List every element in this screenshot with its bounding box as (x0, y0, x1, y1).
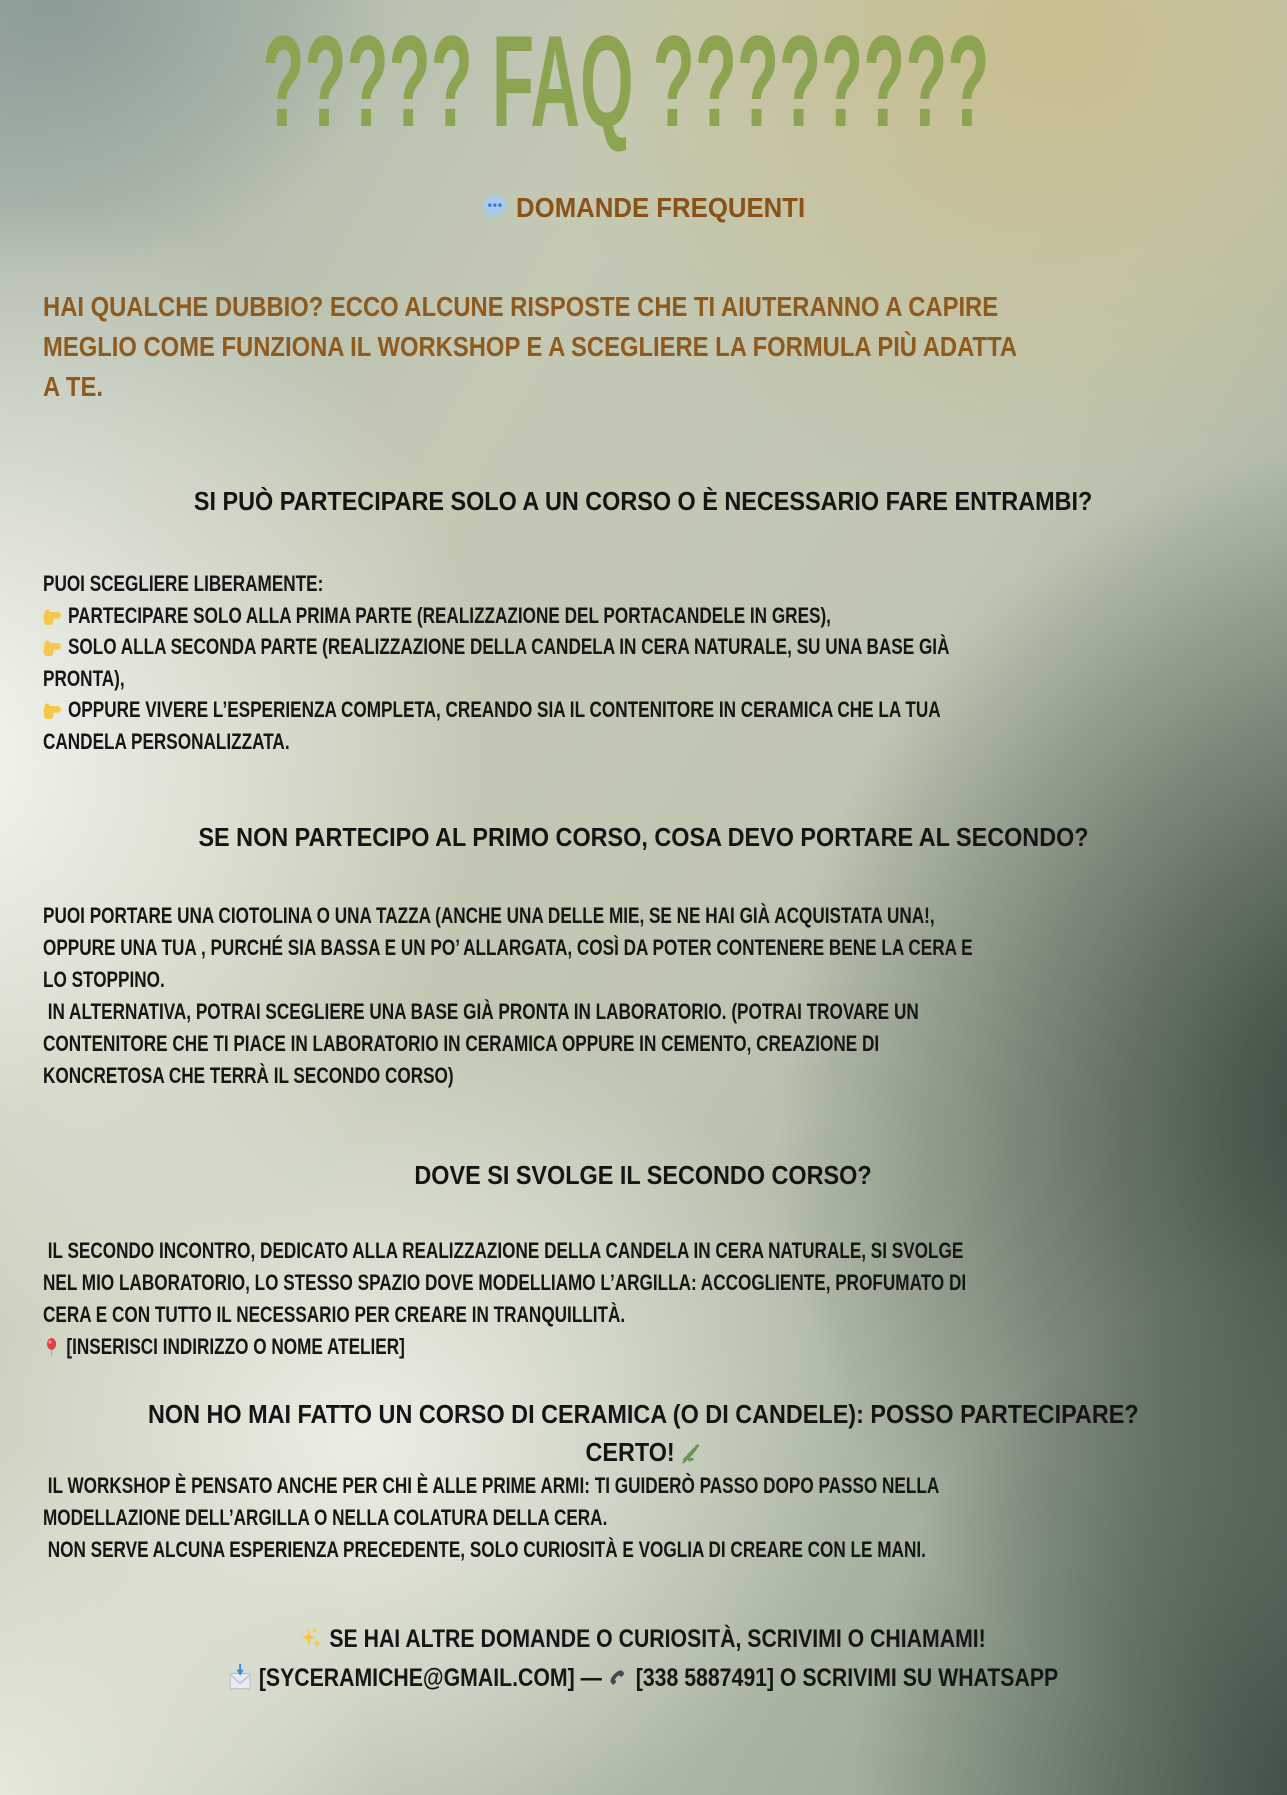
sparkles-icon (301, 1626, 323, 1652)
subtitle-text: DOMANDE FREQUENTI (516, 192, 806, 223)
section-2-body (43, 900, 1277, 1092)
body-line: IL WORKSHOP È PENSATO ANCHE PER CHI È ALLE PRIME ARMI: TI GUIDERÒ PASSO DOPO PASSO NELLA (43, 1473, 940, 1498)
section-3-heading: DOVE SI SVOLGE IL SECONDO CORSO? (414, 1160, 873, 1190)
body-line: LO STOPPINO. (43, 967, 165, 992)
incoming-envelope-icon (229, 1663, 253, 1691)
pointing-right-icon (43, 604, 62, 628)
body-line: MODELLAZIONE DELL’ARGILLA O NELLA COLATURA DELLA CERA. (43, 1505, 608, 1530)
pointing-right-icon (43, 698, 62, 722)
intro-line: HAI QUALCHE DUBBIO? ECCO ALCUNE RISPOSTE CHE TI AIUTERANNO A CAPIRE (43, 291, 999, 322)
body-line: CANDELA PERSONALIZZATA. (43, 728, 290, 754)
intro-paragraph (43, 287, 1267, 407)
herb-icon (680, 1442, 702, 1466)
section-4-heading: NON HO MAI FATTO UN CORSO DI CERAMICA (O DI CANDELE): POSSO PARTECIPARE? CERTO! (148, 1399, 1139, 1467)
round-pushpin-icon (43, 1337, 60, 1359)
body-line: [INSERISCI INDIRIZZO O NOME ATELIER] (43, 1331, 1006, 1363)
body-line: CONTENITORE CHE TI PIACE IN LABORATORIO IN CERAMICA OPPURE IN CEMENTO, CREAZIONE DI (43, 1031, 880, 1056)
body-line: NEL MIO LABORATORIO, LO STESSO SPAZIO DOVE MODELLIAMO L’ARGILLA: ACCOGLIENTE, PROFUMATO DI (43, 1270, 967, 1295)
body-line: NON SERVE ALCUNA ESPERIENZA PRECEDENTE, SOLO CURIOSITÀ E VOGLIA DI CREARE CON LE MANI. (43, 1537, 926, 1562)
section-4-body (43, 1470, 1277, 1566)
footer-phone-text: [338 5887491] O SCRIVIMI SU WHATSAPP (636, 1664, 1059, 1692)
body-line: SOLO ALLA SECONDA PARTE (REALIZZAZIONE DELLA CANDELA IN CERA NATURALE, SU UNA BASE GIÀ (43, 631, 1006, 663)
body-line: PUOI PORTARE UNA CIOTOLINA O UNA TAZZA (ANCHE UNA DELLE MIE, SE NE HAI GIÀ ACQUISTATA UNA!, (43, 903, 935, 928)
body-line: PUOI SCEGLIERE LIBERAMENTE: (43, 571, 324, 596)
intro-line: A TE. (43, 371, 103, 402)
section-1-body (43, 568, 1277, 757)
footer-line-1: SE HAI ALTRE DOMANDE O CURIOSITÀ, SCRIVIMI O CHIAMAMI! (0, 1624, 1287, 1654)
section-1-heading: SI PUÒ PARTECIPARE SOLO A UN CORSO O È NECESSARIO FARE ENTRAMBI? (194, 486, 1093, 516)
body-line: IL SECONDO INCONTRO, DEDICATO ALLA REALIZZAZIONE DELLA CANDELA IN CERA NATURALE, SI SVOLGE (43, 1238, 964, 1263)
body-line: CERA E CON TUTTO IL NECESSARIO PER CREARE IN TRANQUILLITÀ. (43, 1302, 626, 1327)
body-line: KONCRETOSA CHE TERRÀ IL SECONDO CORSO) (43, 1063, 454, 1088)
page-title-text: ????? FAQ ???????? (262, 8, 990, 154)
section-2-heading: SE NON PARTECIPO AL PRIMO CORSO, COSA DEVO PORTARE AL SECONDO? (198, 822, 1089, 852)
intro-line: MEGLIO COME FUNZIONA IL WORKSHOP E A SCEGLIERE LA FORMULA PIÙ ADATTA (43, 331, 1018, 362)
subtitle-row (0, 188, 1287, 228)
page-title (0, 8, 1287, 154)
certo-text: CERTO! (585, 1437, 675, 1467)
body-line: PRONTA), (43, 665, 125, 691)
section-3-body (43, 1235, 1277, 1363)
body-line: PARTECIPARE SOLO ALLA PRIMA PARTE (REALIZZAZIONE DEL PORTACANDELE IN GRES), (43, 600, 1006, 632)
body-line: OPPURE UNA TUA , PURCHÉ SIA BASSA E UN PO’ ALLARGATA, COSÌ DA POTER CONTENERE BENE LA CERA E (43, 935, 973, 960)
body-line: IN ALTERNATIVA, POTRAI SCEGLIERE UNA BASE GIÀ PRONTA IN LABORATORIO. (POTRAI TROVARE UN (43, 999, 919, 1024)
footer-email-text: [SYCERAMICHE@GMAIL.COM] — (259, 1664, 609, 1692)
speech-balloon-icon (481, 192, 509, 222)
pointing-right-icon (43, 635, 62, 659)
telephone-receiver-icon (608, 1666, 629, 1691)
footer-line-2 (0, 1661, 1287, 1695)
body-line: OPPURE VIVERE L’ESPERIENZA COMPLETA, CREANDO SIA IL CONTENITORE IN CERAMICA CHE LA TUA (43, 694, 1006, 726)
